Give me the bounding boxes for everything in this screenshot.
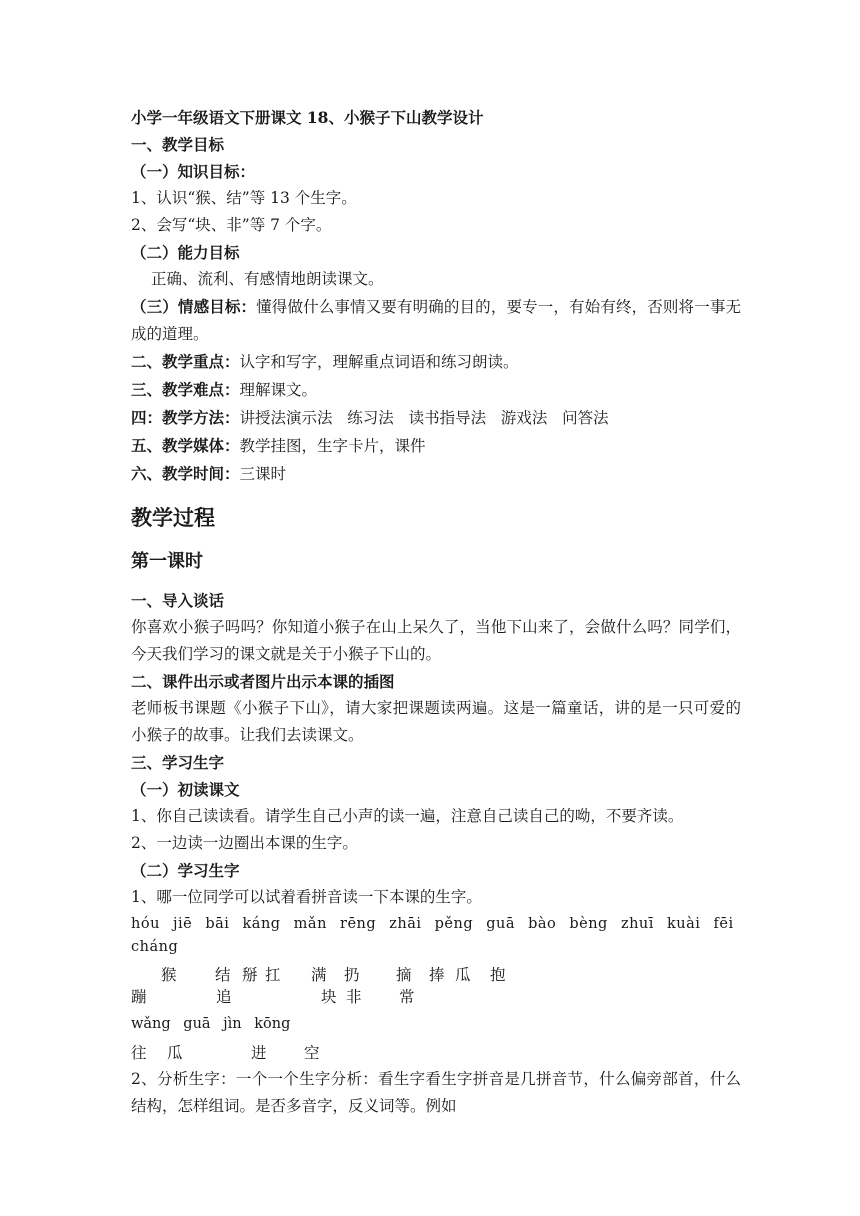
character: 追 — [216, 988, 232, 1006]
character: 结 — [215, 966, 231, 984]
character: 摘 — [396, 966, 412, 984]
character: 猴 — [161, 966, 177, 984]
first-reading-title: （一）初读课文 — [131, 780, 240, 799]
first-reading-step-1: 1、你自己读读看。请学生自己小声的读一遍，注意自己读自己的呦，不要齐读。 — [131, 807, 684, 825]
illustration-title: 二、课件出示或者图片出示本课的插图 — [131, 672, 395, 691]
knowledge-item-2: 2、会写“块、非”等 7 个字。 — [131, 216, 332, 234]
teaching-media-label: 五、教学媒体： — [131, 436, 240, 455]
character: 扛 — [265, 966, 281, 984]
teaching-media — [131, 432, 741, 460]
character: 掰 — [242, 966, 258, 984]
process-heading: 教学过程 — [131, 505, 215, 530]
character: 抱 — [490, 966, 506, 984]
character: 瓜 — [167, 1044, 183, 1062]
teaching-time-text: 三课时 — [239, 465, 287, 483]
teaching-focus-text: 认字和写字，理解重点词语和练习朗读。 — [239, 353, 519, 371]
teaching-methods-label: 四：教学方法： — [131, 408, 240, 427]
ability-goal-text: 正确、流利、有感情地朗读课文。 — [151, 270, 384, 288]
teaching-methods — [131, 404, 741, 432]
subsection-ability-goals: （二）能力目标 — [131, 243, 240, 262]
character: 空 — [304, 1044, 320, 1062]
teaching-time — [131, 460, 741, 488]
study-characters-title: （二）学习生字 — [131, 861, 240, 880]
subsection-knowledge-goals: （一）知识目标： — [131, 162, 256, 181]
character: 非 — [346, 988, 362, 1006]
character: 常 — [399, 988, 415, 1006]
character: 往 — [131, 1044, 147, 1062]
character: 满 — [311, 966, 327, 984]
section-teaching-goals: 一、教学目标 — [131, 135, 225, 154]
learn-characters-title: 三、学习生字 — [131, 753, 225, 772]
emotion-goal-label: （三）情感目标： — [131, 297, 257, 316]
teaching-difficulty — [131, 376, 741, 404]
teaching-difficulty-label: 三、教学难点： — [131, 380, 240, 399]
intro-talk-text: 你喜欢小猴子吗吗？你知道小猴子在山上呆久了，当他下山来了，会做什么吗？同学们，今天我们学习的课文就是关于小猴子下山的。 — [131, 618, 741, 663]
teaching-difficulty-text: 理解课文。 — [239, 381, 318, 399]
study-characters-step-2: 2、分析生字：一个一个生字分析：看生字看生字拼音是几拼音节，什么偏旁部首，什么结构，怎样组词。是否多音字，反义词等。例如 — [131, 1070, 741, 1115]
character-grid — [131, 959, 741, 1011]
knowledge-item-1: 1、认识“猴、结”等 13 个生字。 — [131, 189, 357, 207]
character-row-3 — [131, 1038, 741, 1066]
pinyin-line: hóu jiē bāi káng mǎn rēng zhāi pěng guā bào bèng zhuī kuài fēi cháng — [131, 916, 734, 955]
character: 进 — [251, 1044, 267, 1062]
study-characters-step-1: 1、哪一位同学可以试着看拼音读一下本课的生字。 — [131, 888, 482, 906]
teaching-time-label: 六、教学时间： — [131, 464, 240, 483]
character: 蹦 — [131, 988, 147, 1006]
emotion-goal — [131, 293, 741, 348]
lesson-one-heading: 第一课时 — [131, 551, 203, 572]
document-title: 小学一年级语文下册课文 18、小猴子下山教学设计 — [131, 108, 484, 127]
pinyin-line-2: wǎng guā jìn kōng — [131, 1016, 291, 1032]
intro-talk-title: 一、导入谈话 — [131, 591, 225, 610]
teaching-focus-label: 二、教学重点： — [131, 352, 240, 371]
character: 扔 — [344, 966, 360, 984]
first-reading-step-2: 2、一边读一边圈出本课的生字。 — [131, 834, 358, 852]
teaching-media-text: 教学挂图，生字卡片，课件 — [239, 437, 426, 455]
character: 块 — [321, 988, 337, 1006]
character: 瓜 — [455, 966, 471, 984]
emotion-goal-text: 懂得做什么事情又要有明确的目的，要专一，有始有终，否则将一事无成的道理。 — [131, 298, 741, 343]
teaching-methods-text: 讲授法演示法 练习法 读书指导法 游戏法 问答法 — [239, 409, 609, 427]
teaching-focus — [131, 348, 741, 376]
character: 捧 — [429, 966, 445, 984]
document-body — [131, 104, 741, 1120]
illustration-text: 老师板书课题《小猴子下山》，请大家把课题读两遍。这是一篇童话，讲的是一只可爱的小猴子的故事。让我们去读课文。 — [131, 699, 741, 744]
